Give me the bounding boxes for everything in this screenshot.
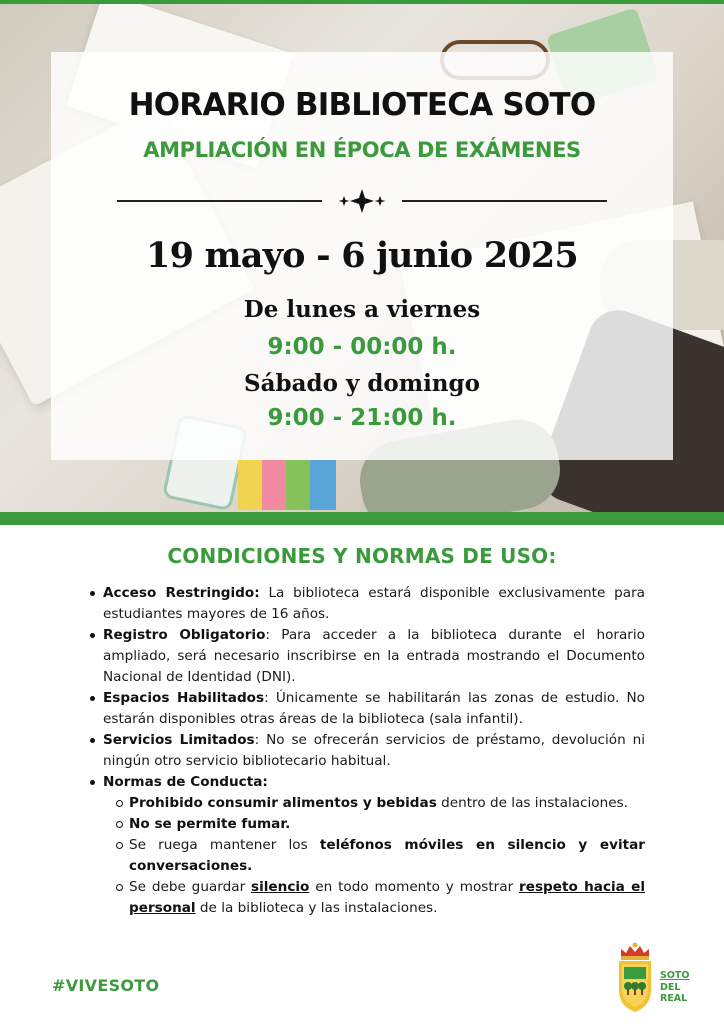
municipal-crest-icon: [613, 940, 657, 1014]
conduct-rules-list: [129, 793, 645, 919]
list-item: Normas de Conducta: Prohibido consumir alimentos y bebidas dentro de las instalaciones. No se permite fumar. Se ruega mantener los teléfonos móviles en silencio y evitar conversaciones. Se debe guardar silencio en todo momento y mostrar respeto hacia el personal de la biblioteca y las instalaciones.: [103, 772, 645, 919]
sub-list-item: Se debe guardar silencio en todo momento y mostrar respeto hacia el personal de la biblioteca y las instalaciones.: [129, 877, 645, 919]
page-subtitle: AMPLIACIÓN EN ÉPOCA DE EXÁMENES: [143, 138, 581, 162]
list-item: Acceso Restringido: La biblioteca estará disponible exclusivamente para estudiantes mayores de 16 años.: [103, 583, 645, 625]
green-band: [0, 512, 724, 525]
weekday-hours: 9:00 - 00:00 h.: [267, 334, 457, 360]
list-item: Servicios Limitados: No se ofrecerán servicios de préstamo, devolución ni ningún otro servicio bibliotecario habitual.: [103, 730, 645, 772]
sub-list-item: Prohibido consumir alimentos y bebidas dentro de las instalaciones.: [129, 793, 645, 814]
page-title: HORARIO BIBLIOTECA SOTO: [128, 87, 596, 123]
schedule-card: [51, 52, 673, 460]
weekend-label: Sábado y domingo: [244, 370, 480, 397]
hashtag-vivesoto: #VIVESOTO: [52, 976, 160, 995]
list-item: Espacios Habilitados: Únicamente se habilitarán las zonas de estudio. No estarán disponibles otras áreas de la biblioteca (sala infantil).: [103, 688, 645, 730]
conditions-title: CONDICIONES Y NORMAS DE USO:: [167, 544, 557, 568]
sub-list-item: Se ruega mantener los teléfonos móviles en silencio y evitar conversaciones.: [129, 835, 645, 877]
conditions-list: [103, 583, 645, 919]
sub-list-item: No se permite fumar.: [129, 814, 645, 835]
municipality-logo-text: SOTO DEL REAL: [660, 970, 690, 1004]
date-range: 19 mayo - 6 junio 2025: [146, 235, 578, 276]
list-item: Registro Obligatorio: Para acceder a la biblioteca durante el horario ampliado, será necesario inscribirse en la entrada mostrando el Documento Nacional de Identidad (DNI).: [103, 625, 645, 688]
sparkle-divider-icon: [332, 187, 392, 215]
weekday-label: De lunes a viernes: [243, 296, 481, 323]
ornament-divider: [117, 187, 607, 215]
weekend-hours: 9:00 - 21:00 h.: [267, 405, 457, 431]
